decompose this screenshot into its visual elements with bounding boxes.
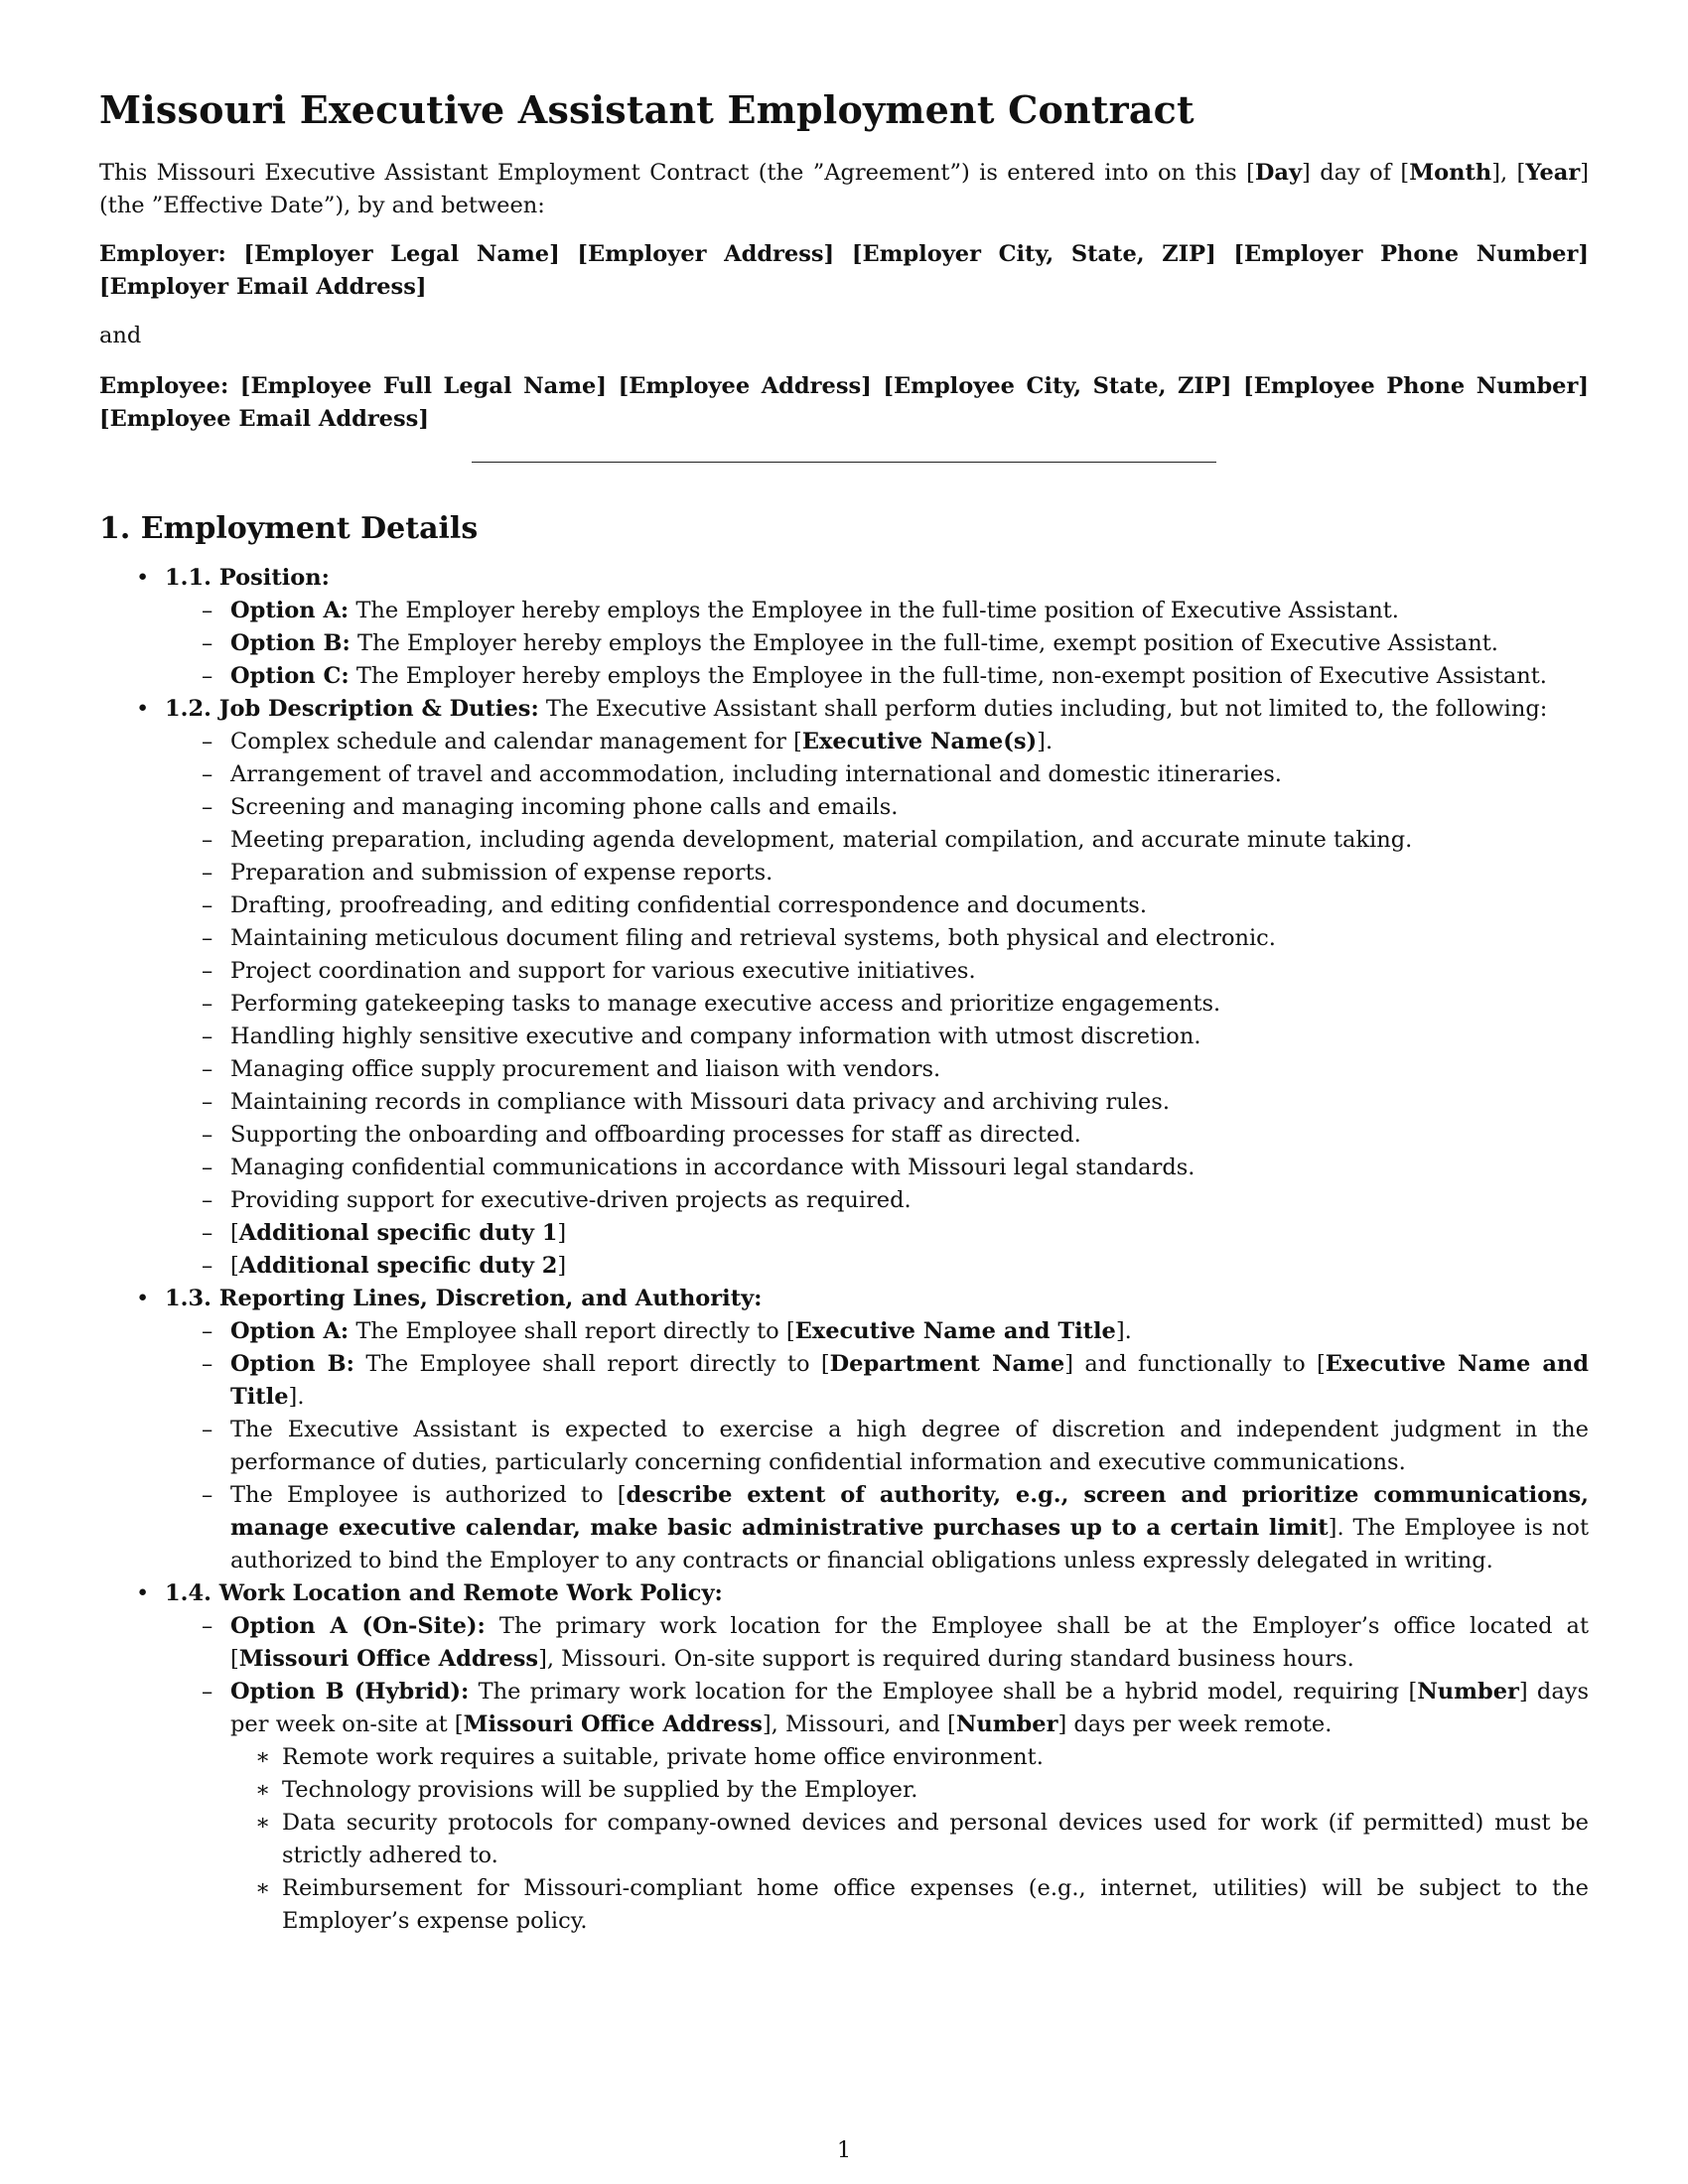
- document-title: Missouri Executive Assistant Employment Contract: [99, 87, 1195, 132]
- section-1-list: [99, 562, 1589, 1938]
- section-heading-employment-details: 1. Employment Details: [99, 511, 479, 546]
- list-item: – Handling highly sensitive executive and company information with utmost discretion.: [165, 1021, 1589, 1053]
- list-item: – Option A: The Employee shall report directly to [Executive Name and Title].: [165, 1315, 1589, 1348]
- list-item: – The Employee is authorized to [describe extent of authority, e.g., screen and prioritize communications, manage executive calendar, make basic administrative purchases up to a certain limit]. The Employee is not authorized to bind the Employer to any contracts or financial obligations unless expressly delegated in writing.: [165, 1479, 1589, 1577]
- clause-label: 1.1. Position:: [165, 565, 330, 591]
- list-item: – Option B: The Employer hereby employs the Employee in the full-time, exempt position of Executive Assistant.: [165, 627, 1589, 660]
- list-item: – [Additional specific duty 1]: [165, 1217, 1589, 1250]
- list-item: – Option B (Hybrid): The primary work location for the Employee shall be a hybrid model, requiring [Number] days per week on-site at [Missouri Office Address], Missouri, and [Number] days per week remote. ∗ Remote work requires a suitable, private home office environment. ∗ Technology provisions will be supplied by the Employer. ∗ Data security protocols for company-owned devices and personal devices used for work (if permitted) must be strictly adhered to. ∗ Reimbursement for Missouri-compliant home office expenses (e.g., internet, utilities) will be subject to the Employer’s expense policy.: [165, 1676, 1589, 1938]
- list-item: – Maintaining meticulous document filing and retrieval systems, both physical and electronic.: [165, 922, 1589, 955]
- list-item: – Arrangement of travel and accommodation, including international and domestic itineraries.: [165, 758, 1589, 791]
- month-placeholder: Month: [1409, 160, 1492, 186]
- year-placeholder: Year: [1525, 160, 1581, 186]
- duties-list: [99, 726, 1589, 1283]
- employer-block: Employer: [Employer Legal Name] [Employer Address] [Employer City, State, ZIP] [Employer Phone Number] [Employer Email Address]: [99, 241, 1589, 300]
- clause-1-4: [99, 1577, 1589, 1938]
- clause-1-2: • 1.2. Job Description & Duties: The Executive Assistant shall perform duties including, but not limited to, the following: – Complex schedule and calendar management for [Executive Name(s)]. – Arrangement of travel and accommodation, including international and domestic itineraries. – Screening and managing incoming phone calls and emails. – Meeting preparation, including agenda development, material compilation, and accurate minute taking. – Preparation and submission of expense reports. – Drafting, proofreading, and editing confidential correspondence and documents. – Maintaining meticulous document filing and retrieval systems, both physical and electronic. – Project coordination and support for various executive initiatives. – Performing gatekeeping tasks to manage executive access and prioritize engagements. – Handling highly sensitive executive and company information with utmost discretion. – Managing office supply procurement and liaison with vendors. – Maintaining records in compliance with Missouri data privacy and archiving rules. – Supporting the onboarding and offboarding processes for staff as directed. – Managing confidential communications in accordance with Missouri legal standards. – Providing support for executive-driven projects as required. – [Additional specific duty 1] – [Additional specific duty 2]: [99, 693, 1589, 1283]
- list-item: – Supporting the onboarding and offboarding processes for staff as directed.: [165, 1119, 1589, 1152]
- day-placeholder: Day: [1254, 160, 1303, 186]
- list-item: ∗ Reimbursement for Missouri-compliant home office expenses (e.g., internet, utilities) will be subject to the Employer’s expense policy.: [230, 1872, 1589, 1938]
- employee-block: Employee: [Employee Full Legal Name] [Employee Address] [Employee City, State, ZIP] [Employee Phone Number] [Employee Email Address]: [99, 373, 1589, 432]
- list-item: – Performing gatekeeping tasks to manage executive access and prioritize engagements.: [165, 988, 1589, 1021]
- clause-1-3: [99, 1283, 1589, 1577]
- position-options: [99, 595, 1589, 693]
- remote-work-list: [230, 1741, 1589, 1938]
- list-item: – [Additional specific duty 2]: [165, 1250, 1589, 1283]
- list-item: – Complex schedule and calendar management for [Executive Name(s)].: [165, 726, 1589, 758]
- intro-paragraph: This Missouri Executive Assistant Employment Contract (the ”Agreement”) is entered into on this [Day] day of [Month], [Year] (the ”Effective Date”), by and between:: [99, 160, 1589, 218]
- list-item: – Option C: The Employer hereby employs the Employee in the full-time, non-exempt position of Executive Assistant.: [165, 660, 1589, 693]
- list-item: – Managing confidential communications in accordance with Missouri legal standards.: [165, 1152, 1589, 1184]
- list-item: – Option A: The Employer hereby employs the Employee in the full-time position of Executive Assistant.: [165, 595, 1589, 627]
- list-item: – Preparation and submission of expense reports.: [165, 857, 1589, 889]
- work-location-list: [99, 1610, 1589, 1938]
- reporting-list: [99, 1315, 1589, 1577]
- list-item: – Providing support for executive-driven projects as required.: [165, 1184, 1589, 1217]
- list-item: – Option A (On-Site): The primary work location for the Employee shall be at the Employer’s office located at [Missouri Office Address], Missouri. On-site support is required during standard business hours.: [165, 1610, 1589, 1676]
- clause-1-1: [99, 562, 1589, 693]
- list-item: – Meeting preparation, including agenda development, material compilation, and accurate minute taking.: [165, 824, 1589, 857]
- clause-label: 1.4. Work Location and Remote Work Policy:: [165, 1580, 723, 1606]
- page-number: 1: [836, 2137, 852, 2163]
- list-item: ∗ Remote work requires a suitable, private home office environment.: [230, 1741, 1589, 1774]
- horizontal-divider: [472, 462, 1216, 463]
- list-item: – Drafting, proofreading, and editing confidential correspondence and documents.: [165, 889, 1589, 922]
- list-item: – Managing office supply procurement and liaison with vendors.: [165, 1053, 1589, 1086]
- list-item: ∗ Technology provisions will be supplied by the Employer.: [230, 1774, 1589, 1807]
- clause-label: 1.3. Reporting Lines, Discretion, and Authority:: [165, 1286, 763, 1311]
- list-item: – Maintaining records in compliance with Missouri data privacy and archiving rules.: [165, 1086, 1589, 1119]
- list-item: – Option B: The Employee shall report directly to [Department Name] and functionally to [Executive Name and Title].: [165, 1348, 1589, 1414]
- list-item: ∗ Data security protocols for company-owned devices and personal devices used for work (if permitted) must be strictly adhered to.: [230, 1807, 1589, 1872]
- list-item: – Project coordination and support for various executive initiatives.: [165, 955, 1589, 988]
- list-item: – The Executive Assistant is expected to exercise a high degree of discretion and independent judgment in the performance of duties, particularly concerning confidential information and executive communications.: [165, 1414, 1589, 1479]
- list-item: – Screening and managing incoming phone calls and emails.: [165, 791, 1589, 824]
- and-text: and: [99, 323, 142, 348]
- clause-label: 1.2. Job Description & Duties:: [165, 696, 539, 722]
